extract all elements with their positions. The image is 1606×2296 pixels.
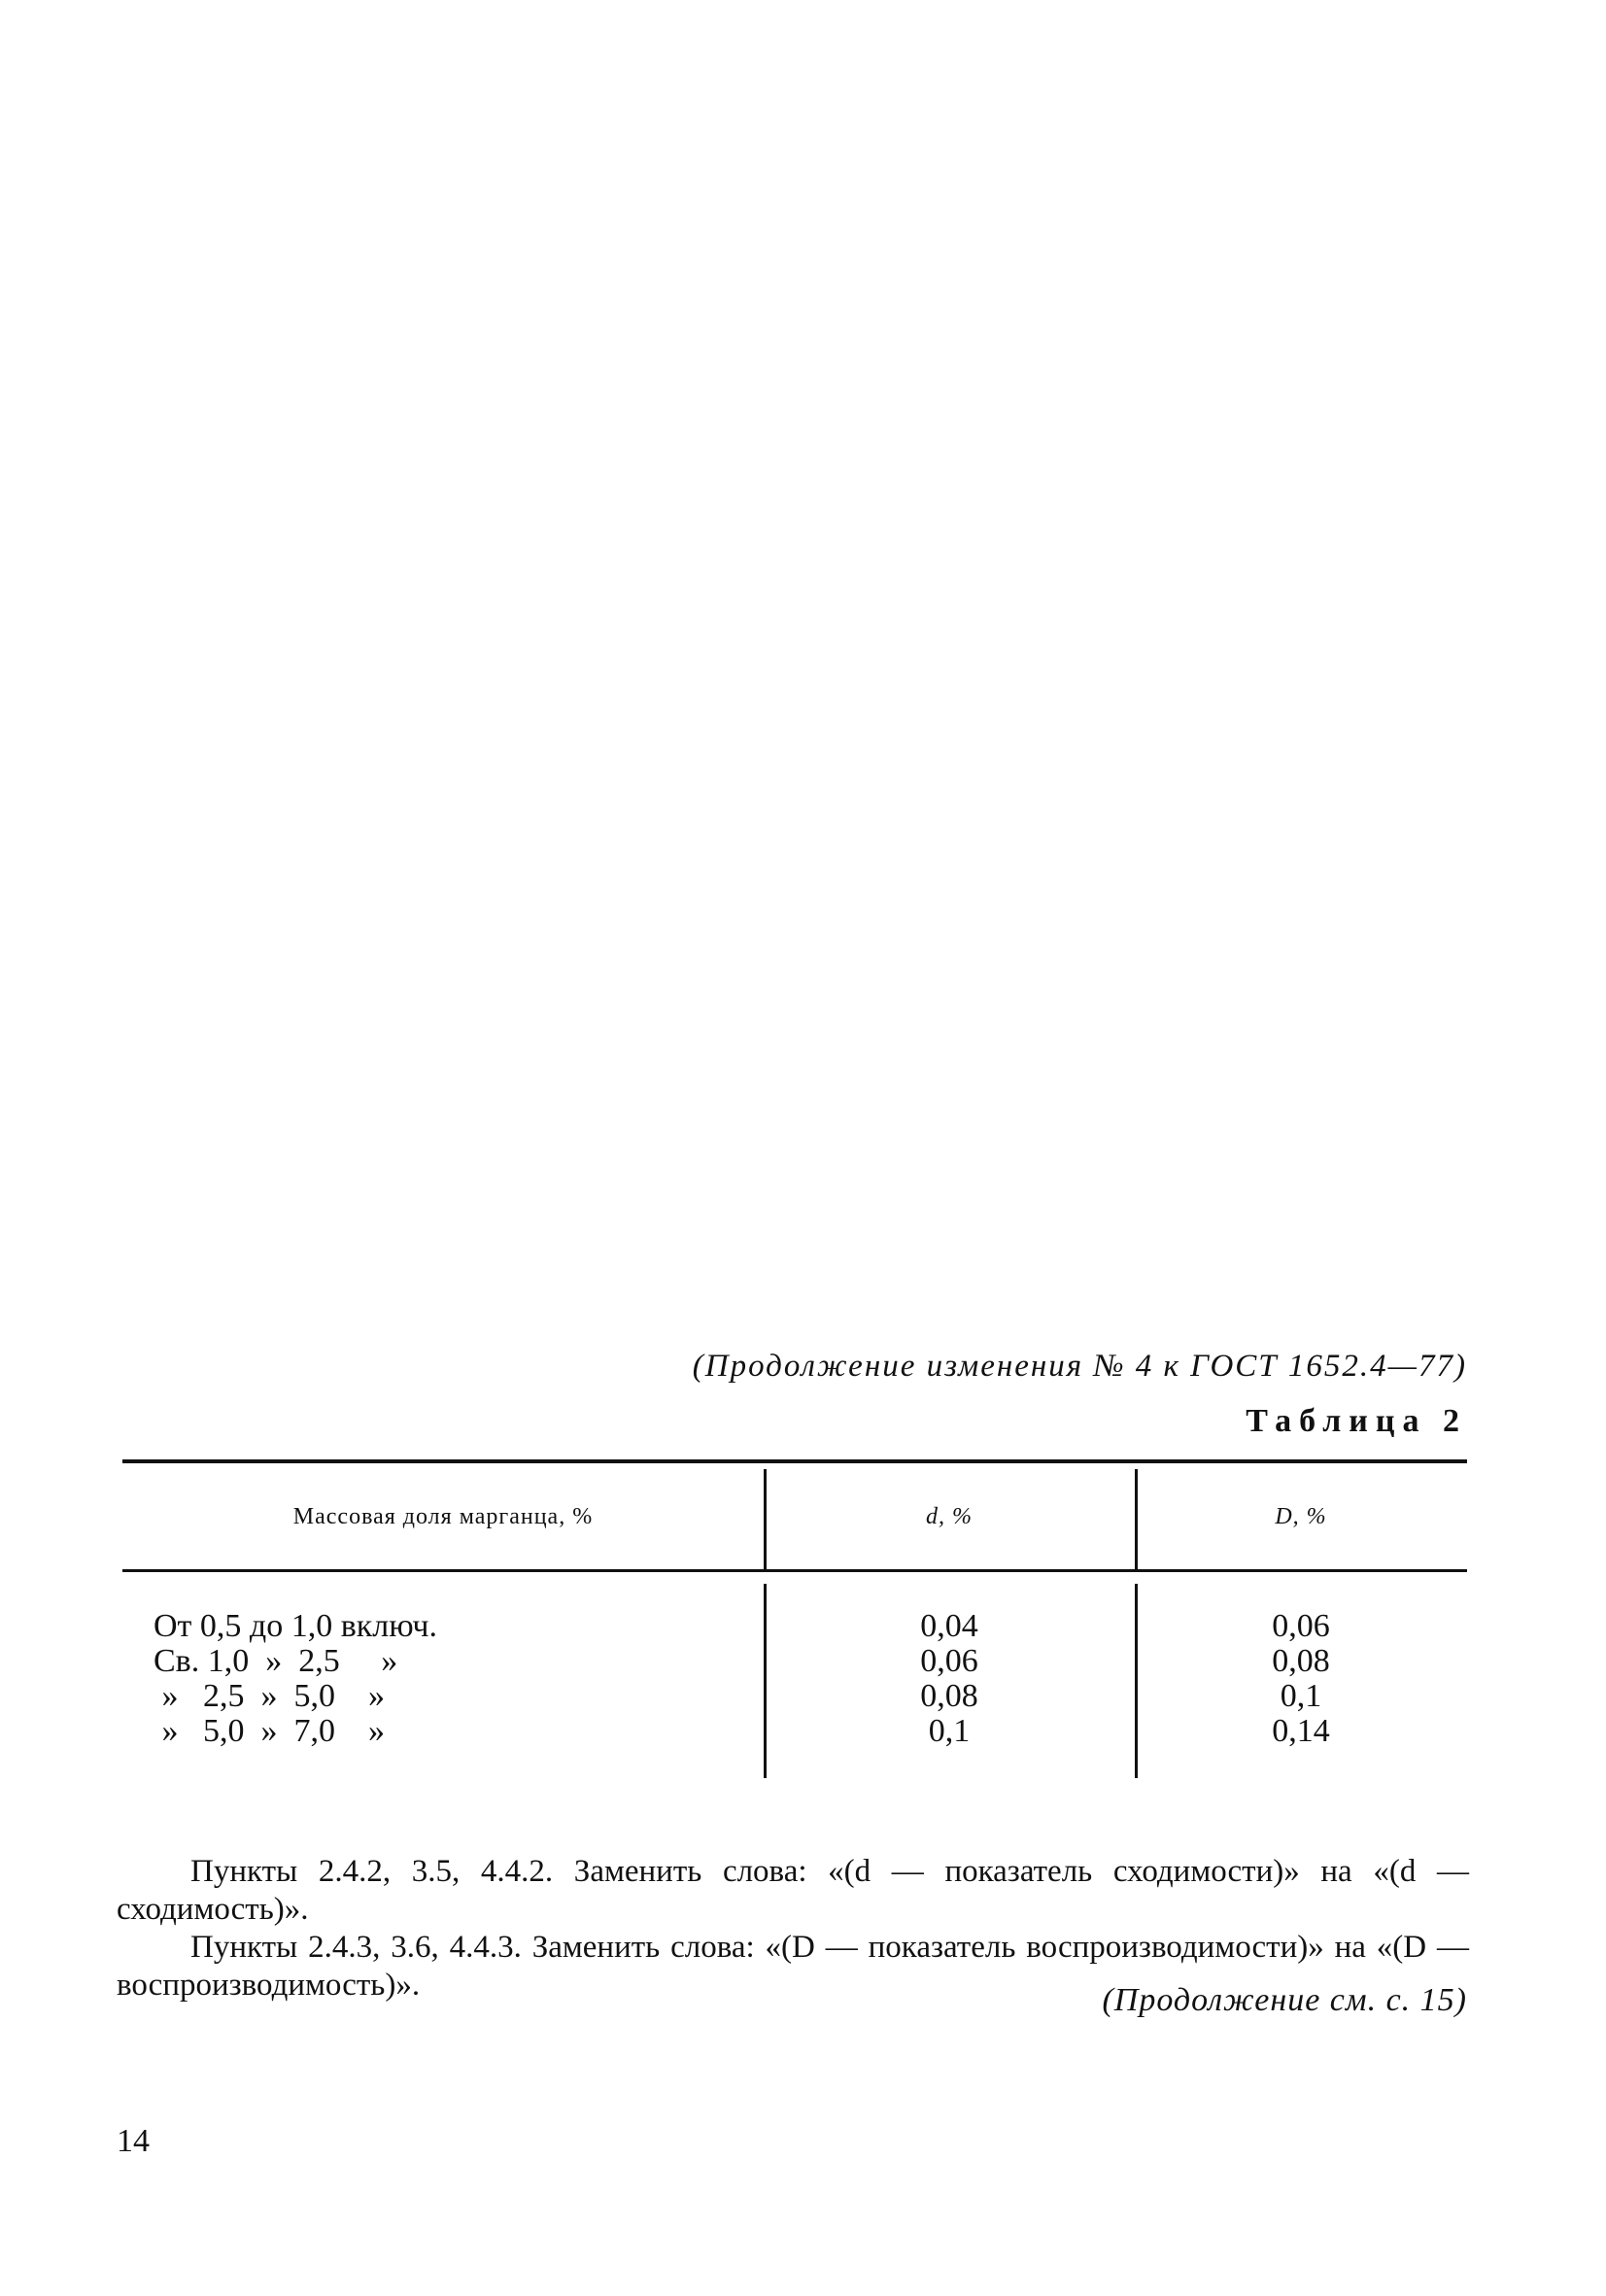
cell-range: » 5,0 » 7,0 »: [154, 1713, 385, 1749]
cell-d: 0,04: [920, 1608, 978, 1644]
table-row: [0, 1609, 1606, 1644]
table-caption: Таблица 2: [1246, 1403, 1467, 1439]
cell-d: 0,06: [920, 1643, 978, 1679]
table-header-rule: [122, 1569, 1467, 1572]
amendment-paragraph: Пункты 2.4.2, 3.5, 4.4.2. Заменить слова: «(d — показатель сходимости)» на «(d — сходимость)».: [117, 1854, 1469, 1927]
cell-d: 0,1: [928, 1713, 971, 1749]
table-row: [0, 1644, 1606, 1679]
cell-range: » 2,5 » 5,0 »: [154, 1678, 385, 1714]
column-header-D: D, %: [1275, 1504, 1327, 1529]
table-top-rule: [122, 1459, 1467, 1463]
cell-D: 0,08: [1272, 1643, 1330, 1679]
continuation-footer: (Продолжение см. с. 15): [1102, 1982, 1467, 2018]
cell-d: 0,08: [920, 1678, 978, 1714]
cell-range: От 0,5 до 1,0 включ.: [154, 1608, 437, 1644]
continuation-header: (Продолжение изменения № 4 к ГОСТ 1652.4—77): [692, 1349, 1467, 1384]
cell-D: 0,06: [1272, 1608, 1330, 1644]
cell-D: 0,1: [1280, 1678, 1322, 1714]
amendment-paragraph: Пункты 2.4.3, 3.6, 4.4.3. Заменить слова: «(D — показатель воспроизводимости)» на «(D — воспроизводимость)».: [117, 1930, 1469, 2003]
table-row: [0, 1679, 1606, 1714]
cell-D: 0,14: [1272, 1713, 1330, 1749]
table-row: [0, 1714, 1606, 1749]
column-header-mass-fraction: Массовая доля марганца, %: [292, 1504, 594, 1529]
page-number: 14: [117, 2123, 150, 2159]
column-header-d: d, %: [926, 1504, 973, 1529]
cell-range: Св. 1,0 » 2,5 »: [154, 1643, 398, 1679]
